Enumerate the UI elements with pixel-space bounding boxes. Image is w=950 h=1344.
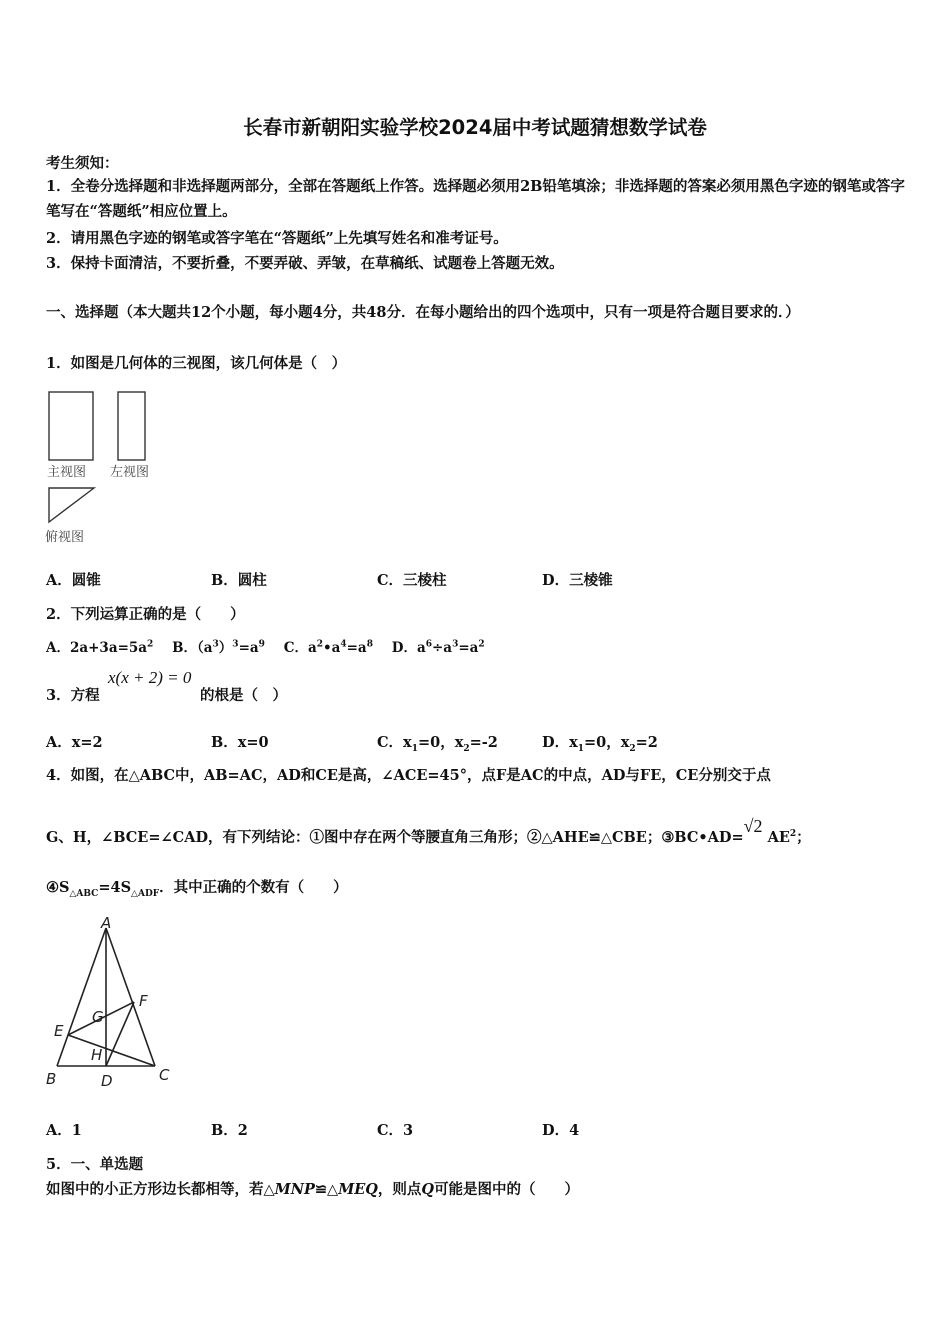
q4-option-a[interactable]: A．1 [46, 1122, 82, 1139]
left-view-label: 左视图 [110, 465, 150, 480]
label-c: C [159, 1066, 170, 1084]
q4-option-c[interactable]: C．3 [377, 1122, 414, 1139]
altitude-ce [68, 1035, 155, 1066]
label-g: G [92, 1008, 104, 1026]
question-3-equation: x(x + 2) = 0 [108, 668, 192, 687]
q2-option-d[interactable]: D．$a^6\div a^3=a^2$ [391, 639, 485, 656]
notice-heading: 考生须知： [46, 155, 119, 172]
q2-option-a[interactable]: A．$2a+3a=5a^2$ [46, 639, 154, 656]
label-a: A [101, 914, 112, 932]
question-1-stem: 1．如图是几何体的三视图，该几何体是（ ） [46, 355, 347, 372]
question-3-post: 的根是（ ） [200, 687, 287, 704]
question-2-stem: 2．下列运算正确的是（ ） [46, 606, 245, 623]
front-view-label: 主视图 [47, 465, 87, 480]
q3-option-b[interactable]: B．x=0 [211, 734, 269, 751]
triangle-figure [44, 914, 176, 1094]
notice-item-2: 2．请用黑色字迹的钢笔或答字笔在“答题纸”上先填写姓名和准考证号。 [46, 230, 508, 247]
q2-option-b[interactable]: B．$(a^3)^3=a^9$ [172, 639, 265, 656]
label-e: E [54, 1022, 64, 1040]
top-view-triangle [49, 488, 94, 522]
q2-option-c[interactable]: C．$a^2•a^4=a^8$ [283, 639, 373, 656]
question-2-options [46, 636, 485, 656]
left-view-rect [118, 392, 145, 460]
question-3-pre: 3．方程 [46, 687, 100, 704]
top-view-label: 俯视图 [45, 530, 85, 545]
question-5-stem: 如图中的小正方形边长都相等，若△MNP≌△MEQ，则点Q可能是图中的（ ） [46, 1181, 580, 1198]
page-title: 长春市新朝阳实验学校2024届中考试题猜想数学试卷 [243, 116, 707, 139]
question-4-line-2: G、H，∠BCE=∠CAD，有下列结论：①图中存在两个等腰直角三角形；②△AHE≌△CBE；③BC•AD=√2 $AE^2$； [46, 816, 811, 846]
notice-item-3: 3．保持卡面清洁，不要折叠，不要弄破、弄皱，在草稿纸、试题卷上答题无效。 [46, 255, 564, 272]
section-heading: 一、选择题（本大题共12个小题，每小题4分，共48分．在每小题给出的四个选项中，只有一项是符合题目要求的．） [46, 304, 800, 321]
q1-option-c[interactable]: C．三棱柱 [377, 572, 447, 589]
q3-option-d[interactable]: D．$x_1=0$，$x_2=2$ [542, 734, 658, 754]
three-view-figure [44, 386, 169, 551]
question-5-heading: 5．一、单选题 [46, 1156, 144, 1173]
front-view-rect [49, 392, 93, 460]
label-b: B [46, 1070, 57, 1088]
q4-option-d[interactable]: D．4 [542, 1122, 580, 1139]
question-4-line-1: 4．如图，在△ABC中，AB=AC，AD和CE是高，∠ACE=45°，点F是AC的中点，AD与FE，CE分别交于点 [46, 767, 771, 784]
side-ac [106, 928, 155, 1066]
q4-option-b[interactable]: B．2 [211, 1122, 248, 1139]
question-4-line-3: $④S_{\triangle ABC}=4S_{\triangle ADF}$．其中正确的个数有（ ） [46, 879, 348, 899]
sqrt-two: √2 [743, 816, 763, 836]
q3-option-a[interactable]: A．x=2 [46, 734, 103, 751]
label-d: D [101, 1072, 113, 1090]
notice-item-1: 1．全卷分选择题和非选择题两部分，全部在答题纸上作答。选择题必须用2B铅笔填涂；非选择题的答案必须用黑色字迹的钢笔或答字笔写在“答题纸”相应位置上。 [46, 178, 905, 220]
q1-option-d[interactable]: D．三棱锥 [542, 572, 613, 589]
label-h: H [91, 1046, 103, 1064]
q1-option-b[interactable]: B．圆柱 [211, 572, 267, 589]
q1-option-a[interactable]: A．圆锥 [46, 572, 101, 589]
q3-option-c[interactable]: C．$x_1=0$，$x_2=-2$ [377, 734, 498, 754]
label-f: F [139, 992, 148, 1010]
